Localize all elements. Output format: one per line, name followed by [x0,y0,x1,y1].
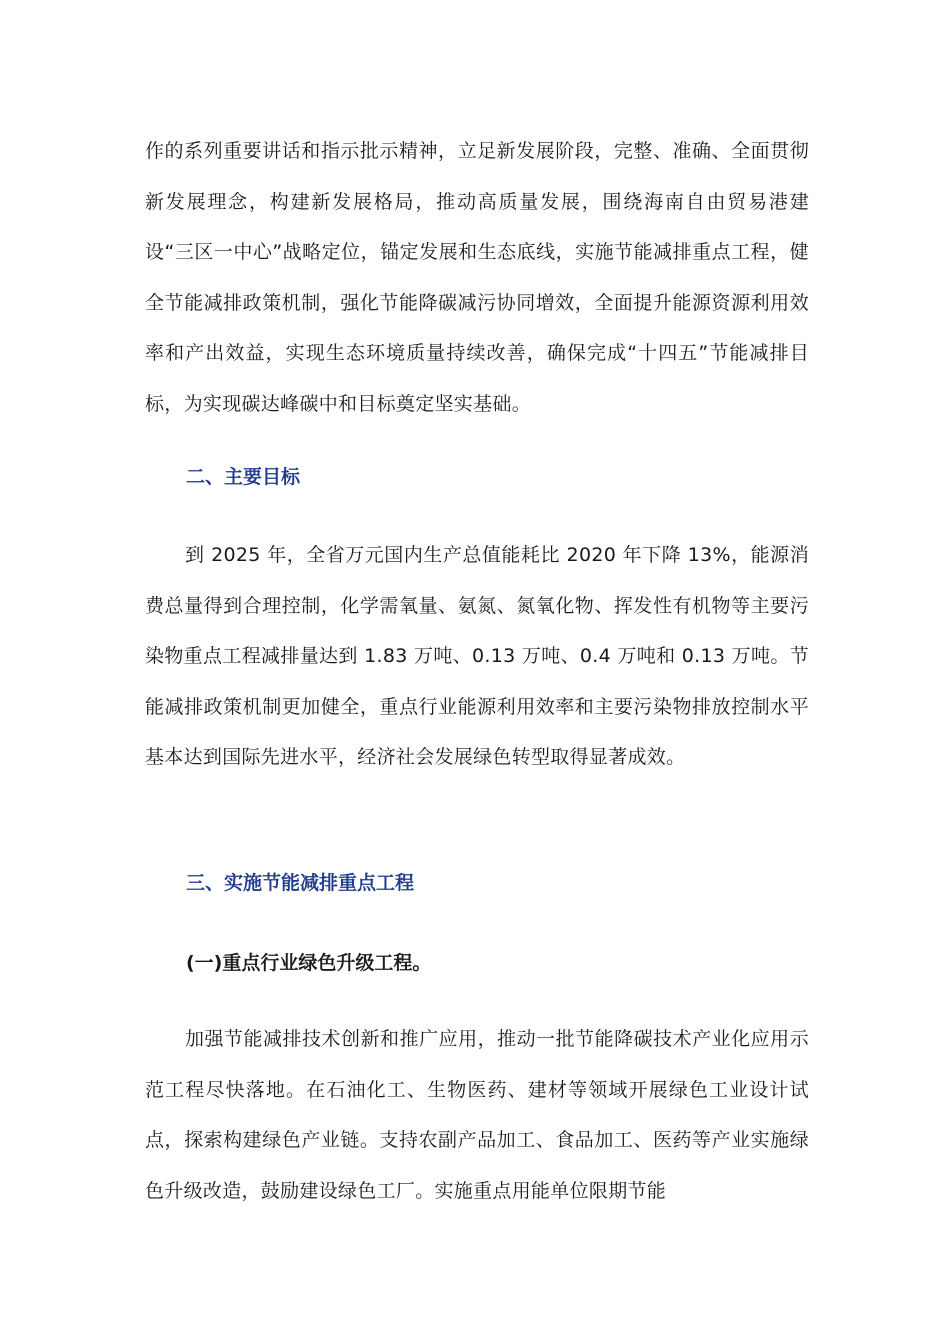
subsection-heading-industry-upgrade: (一)重点行业绿色升级工程。 [186,952,432,974]
section-heading-key-projects: 三、实施节能减排重点工程 [186,872,415,894]
section-heading-main-goals: 二、主要目标 [186,466,301,488]
paragraph-main-goals: 到 2025 年，全省万元国内生产总值能耗比 2020 年下降 13%，能源消费总量得到合理控制，化学需氧量、氨氮、氮氧化物、挥发性有机物等主要污染物重点工程减排量达到 1.83 万吨、0.13 万吨、0.4 万吨和 0.13 万吨。节能减排政策机制更加健全，重点行业能源利用效率和主要污染物排放控制水平基本达到国际先进水平，经济社会发展绿色转型取得显著成效。 [145,544,809,769]
paragraph-guiding-principle: 作的系列重要讲话和指示批示精神，立足新发展阶段，完整、准确、全面贯彻新发展理念，构建新发展格局，推动高质量发展，围绕海南自由贸易港建设“三区一中心”战略定位，锚定发展和生态底线，实施节能减排重点工程，健全节能减排政策机制，强化节能降碳减污协同增效，全面提升能源资源利用效率和产出效益，实现生态环境质量持续改善，确保完成“十四五”节能减排目标，为实现碳达峰碳中和目标奠定坚实基础。 [145,140,809,415]
paragraph-industry-upgrade: 加强节能减排技术创新和推广应用，推动一批节能降碳技术产业化应用示范工程尽快落地。在石油化工、生物医药、建材等领域开展绿色工业设计试点，探索构建绿色产业链。支持农副产品加工、食品加工、医药等产业实施绿色升级改造，鼓励建设绿色工厂。实施重点用能单位限期节能 [145,1028,809,1202]
